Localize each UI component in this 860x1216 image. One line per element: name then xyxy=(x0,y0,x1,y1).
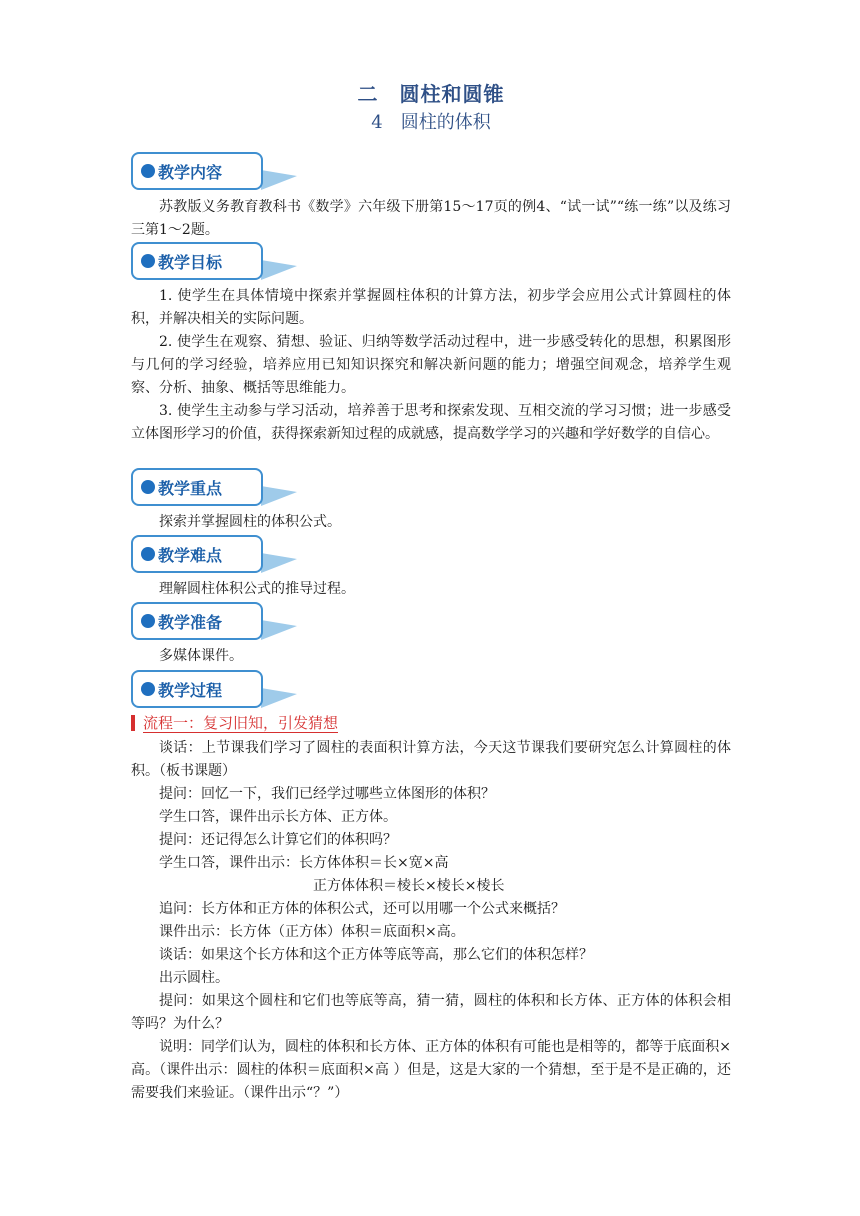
header-tail-decoration xyxy=(261,549,297,573)
flow-title xyxy=(131,713,338,733)
flow-marker-icon xyxy=(131,715,135,731)
section-label: 教学重点 xyxy=(158,478,223,498)
goal-item-2: 2. 使学生在观察、猜想、验证、归纳等数学活动过程中，进一步感受转化的思想，积累图形与几何的学习经验，培养应用已知知识探究和解决新问题的能力；增强空间观念，培养学生观察、分析、抽象、概括等思维能力。 xyxy=(131,334,731,396)
flow-title-label: 流程一：复习旧知，引发猜想 xyxy=(143,713,339,732)
section-label: 教学内容 xyxy=(158,162,223,182)
section-label: 教学难点 xyxy=(158,545,223,565)
header-tail-decoration xyxy=(261,482,297,506)
process-line-7: 追问：长方体和正方体的体积公式，还可以用哪一个公式来概括？ xyxy=(159,901,565,917)
process-line-6: 正方体体积＝棱长×棱长×棱长 xyxy=(313,878,505,894)
header-tail-decoration xyxy=(261,616,297,640)
difficulties-paragraph: 理解圆柱体积公式的推导过程。 xyxy=(159,581,355,597)
section-label: 教学准备 xyxy=(158,612,223,632)
section-header-goals xyxy=(131,242,301,282)
header-tail-decoration xyxy=(261,166,297,190)
section-header-key-points xyxy=(131,468,301,508)
process-line-4: 提问：还记得怎么计算它们的体积吗？ xyxy=(159,832,397,848)
bullet-dot-icon xyxy=(141,254,155,268)
process-line-2: 提问：回忆一下，我们已经学过哪些立体图形的体积？ xyxy=(159,786,495,802)
process-line-10: 出示圆柱。 xyxy=(159,970,229,986)
key-points-paragraph: 探索并掌握圆柱的体积公式。 xyxy=(159,514,341,530)
section-label: 教学过程 xyxy=(158,680,223,700)
content-paragraph: 苏教版义务教育教科书《数学》六年级下册第15～17页的例4、“试一试”“练一练”以及练习三第1～2题。 xyxy=(131,199,731,238)
bullet-dot-icon xyxy=(141,614,155,628)
section-header-difficulties xyxy=(131,535,301,575)
bullet-dot-icon xyxy=(141,164,155,178)
chapter-title: 二 圆柱和圆锥 xyxy=(357,82,505,106)
process-line-8: 课件出示：长方体（正方体）体积＝底面积×高。 xyxy=(159,924,465,940)
process-line-12: 说明：同学们认为，圆柱的体积和长方体、正方体的体积有可能也是相等的，都等于底面积×高。（课件出示：圆柱的体积＝底面积×高 ）但是，这是大家的一个猜想，至于是不是正确的，还需要我们来验证。（课件出示“？”） xyxy=(131,1039,731,1101)
preparation-paragraph: 多媒体课件。 xyxy=(159,648,243,664)
section-header-process xyxy=(131,670,301,710)
header-tail-decoration xyxy=(261,684,297,708)
section-label: 教学目标 xyxy=(158,252,223,272)
process-line-11: 提问：如果这个圆柱和它们也等底等高，猜一猜，圆柱的体积和长方体、正方体的体积会相等吗？为什么？ xyxy=(131,993,731,1032)
goal-item-1: 1. 使学生在具体情境中探索并掌握圆柱体积的计算方法，初步学会应用公式计算圆柱的体积，并解决相关的实际问题。 xyxy=(131,288,731,327)
header-tail-decoration xyxy=(261,256,297,280)
lesson-title: 4 圆柱的体积 xyxy=(371,112,491,133)
process-line-1: 谈话：上节课我们学习了圆柱的表面积计算方法，今天这节课我们要研究怎么计算圆柱的体积。（板书课题） xyxy=(131,740,731,779)
bullet-dot-icon xyxy=(141,682,155,696)
bullet-dot-icon xyxy=(141,547,155,561)
section-header-preparation xyxy=(131,602,301,642)
bullet-dot-icon xyxy=(141,480,155,494)
section-header-content xyxy=(131,152,301,192)
goal-item-3: 3. 使学生主动参与学习活动，培养善于思考和探索发现、互相交流的学习习惯；进一步感受立体图形学习的价值，获得探索新知过程的成就感，提高数学学习的兴趣和学好数学的自信心。 xyxy=(131,403,731,442)
process-line-9: 谈话：如果这个长方体和这个正方体等底等高，那么它们的体积怎样？ xyxy=(159,947,593,963)
process-line-5: 学生口答，课件出示：长方体体积＝长×宽×高 xyxy=(159,855,449,871)
process-line-3: 学生口答，课件出示长方体、正方体。 xyxy=(159,809,397,825)
